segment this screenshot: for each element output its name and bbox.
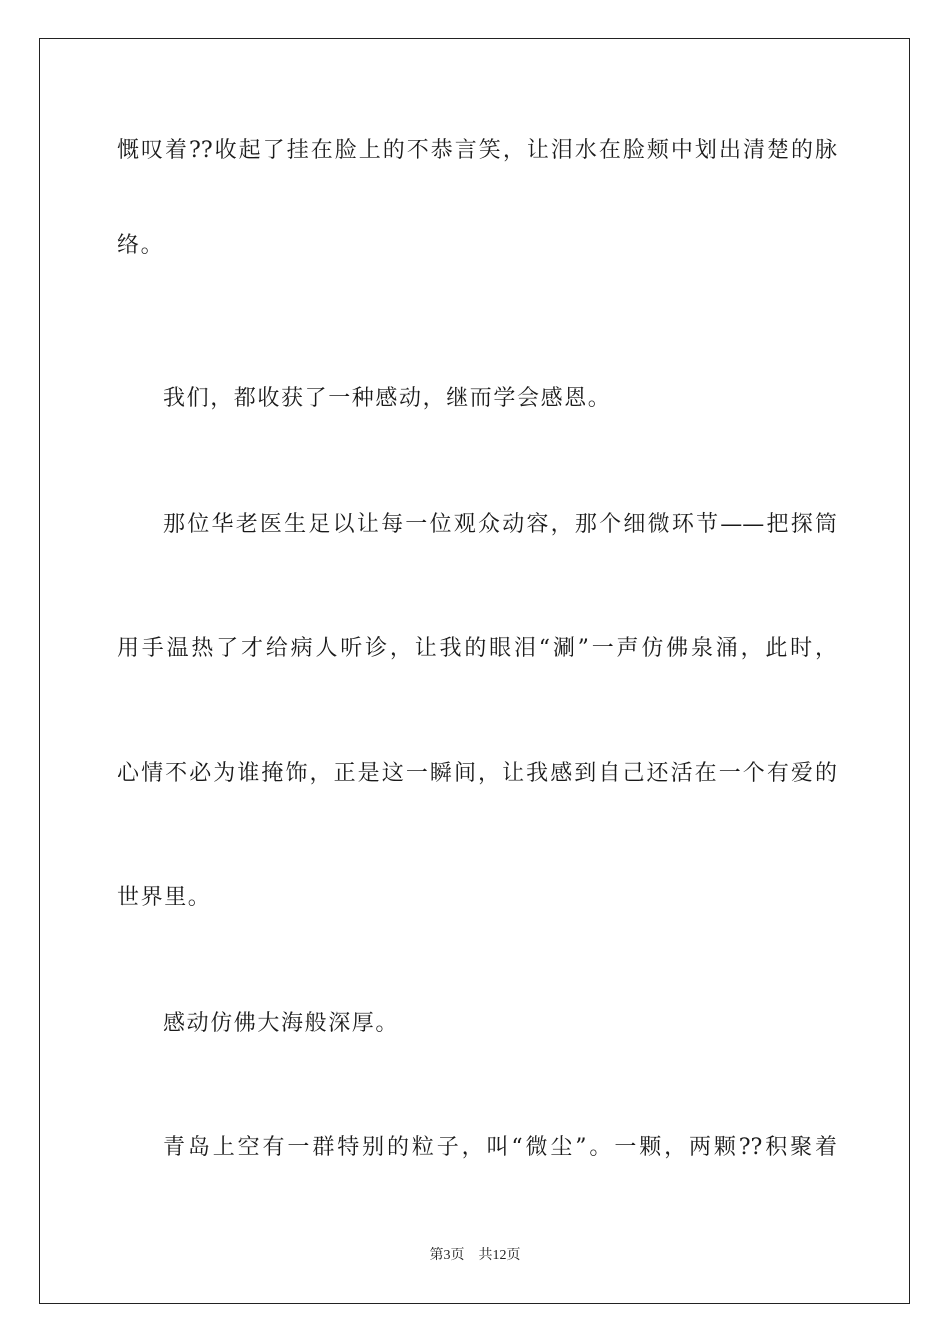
page-footer <box>0 1247 950 1265</box>
page-number: 第3页 <box>429 1248 465 1263</box>
paragraph-line: 感动仿佛大海般深厚。 <box>163 1011 400 1036</box>
text-line: 世界里。 <box>117 885 212 910</box>
text-line: 心情不必为谁掩饰，正是这一瞬间，让我感到自己还活在一个有爱的 <box>117 761 837 786</box>
text-line: 用手温热了才给病人听诊，让我的眼泪“涮”一声仿佛泉涌，此时， <box>117 636 837 661</box>
page-border <box>39 38 910 1304</box>
paragraph-line: 我们，都收获了一种感动，继而学会感恩。 <box>163 386 612 411</box>
page-total: 共12页 <box>478 1248 521 1263</box>
text-line: 慨叹着??收起了挂在脸上的不恭言笑，让泪水在脸颊中划出清楚的脉 <box>117 138 837 163</box>
paragraph-line: 青岛上空有一群特别的粒子，叫“微尘”。一颗，两颗??积聚着 <box>163 1135 837 1160</box>
paragraph-line: 那位华老医生足以让每一位观众动容，那个细微环节——把探筒 <box>163 512 837 537</box>
text-line: 络。 <box>117 233 165 258</box>
